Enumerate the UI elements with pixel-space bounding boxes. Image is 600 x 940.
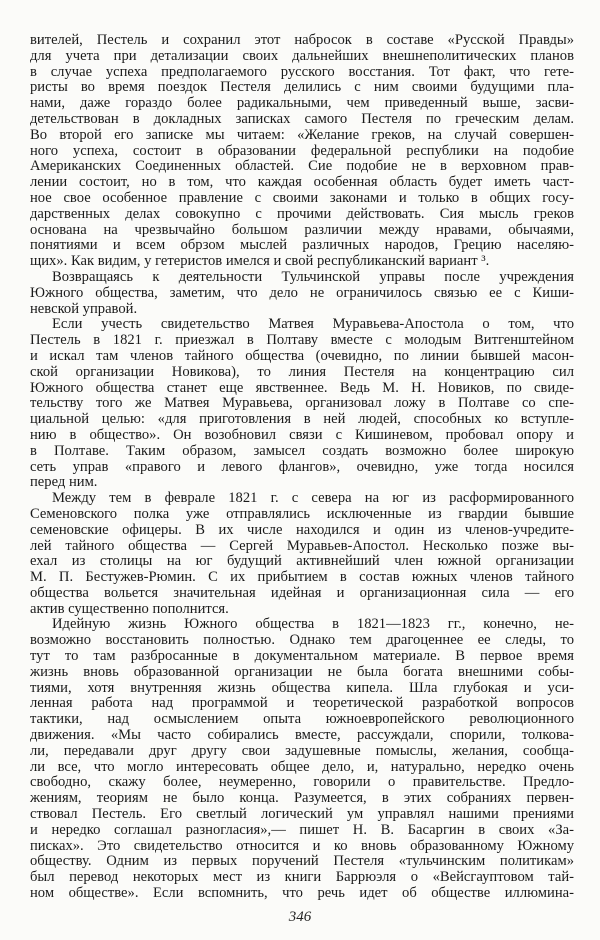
page-number: 346 — [288, 909, 312, 925]
text-line: возможно восстановить полностью. Однако тем драгоценнее ее следы, то — [30, 632, 574, 649]
text-line: свободно, скажу более, неумеренно, говорили о правительстве. Предло- — [30, 774, 574, 791]
text-line: нами, даже гораздо более радикальными, чем приведенный выше, засви- — [30, 95, 574, 112]
text-line: ехал из столицы на юг будущий активнейший член южной организации — [30, 553, 574, 570]
text-line: Семеновского полка уже отправлялись исключенные из гвардии бывшие — [30, 505, 574, 522]
text-line: Между тем в феврале 1821 г. с севера на юг из расформированного — [52, 490, 574, 507]
text-line: жениям, теориям не было конца. Разумеется, в этих собраниях первен- — [30, 790, 574, 807]
text-line: понятиями и всем обрзом мыслей различных народов, Грецию населяю- — [30, 237, 574, 254]
text-line: ли все, что могло интересовать общее дело, и, натурально, нередко очень — [30, 758, 574, 775]
text-line: писках». Это свидетельство относится и ко вновь образованному Южному — [30, 837, 574, 854]
text-line: обществу. Одним из первых поручений Пестеля «тульчинским политикам» — [30, 853, 574, 870]
text-line: ного успеха, состоит в образовании федеральной республики на подобие — [30, 142, 574, 159]
text-line: Южного общества, заметим, что дело не ограничилось связью ее с Киши- — [30, 284, 574, 301]
text-line: М. П. Бестужев-Рюмин. С их прибытием в состав южных членов тайного — [30, 569, 574, 586]
text-line: Идейную жизнь Южного общества в 1821—1823 гг., конечно, не- — [52, 616, 574, 633]
text-line: Если учесть свидетельство Матвея Муравьева-Апостола о том, что — [52, 316, 574, 333]
text-line: семеновские офицеры. В их числе находился и один из членов-учредите- — [30, 521, 574, 538]
text-line: ристы во время поездок Пестеля делились с ним своими будущими пла- — [30, 79, 574, 96]
text-line: лении состоит, но в том, что каждая особенная область будет иметь част- — [30, 174, 574, 191]
text-line: и нередко соглашал разногласия»,— пишет Н. В. Басаргин в своих «За- — [30, 821, 574, 838]
text-line: дарственных делах совокупно с прочими действовать. Сия мысль греков — [30, 205, 574, 222]
text-line: тельству того же Матвея Муравьева, организовал ложу в Полтаве со спе- — [30, 395, 574, 412]
text-line: Южного общества станет еще явственнее. Ведь М. Н. Новиков, по свиде- — [30, 379, 574, 396]
text-line: детельствован в докладных записках самого Пестеля по греческим делам. — [30, 110, 574, 127]
text-line: лей тайного общества — Сергей Муравьев-Апостол. Несколько позже вы- — [30, 537, 574, 554]
text-line: сеть управ «правого и левого флангов», очевидно, уже тогда носился — [30, 458, 574, 475]
text-line: Американских Соединенных областей. Сие подобие не в верховном прав- — [30, 158, 574, 175]
text-line: перед ним. — [30, 474, 98, 491]
text-line: общества вольется значительная идейная и организационная сила — его — [30, 584, 574, 601]
text-line: актив существенно пополнится. — [30, 600, 229, 617]
text-line: циальной целью: «для приготовления в ней людей, способных ко вступле- — [30, 411, 574, 428]
text-line: движения. «Мы часто собирались вместе, рассуждали, спорили, толкова- — [30, 727, 574, 744]
text-line: Пестель в 1821 г. приезжал в Полтаву вместе с молодым Витгенштейном — [30, 332, 574, 349]
text-line: вителей, Пестель и сохранил этот набросок в составе «Русской Правды» — [30, 32, 574, 48]
text-line: для учета при детализации своих дальнейших внешнеполитических планов — [30, 47, 574, 64]
text-line: жизнь вновь образованной организации не была богата внешними собы- — [30, 663, 574, 680]
text-line: ствовал Пестель. Его светлый логический ум управлял нашими прениями — [30, 806, 574, 823]
text-line: ленная работа над программой и теоретической разработкой вопросов — [30, 695, 574, 712]
text-line: тактики, над осмыслением опыта южноевропейского революционного — [30, 711, 574, 728]
text-line: тиями, хотя внутренняя жизнь общества кипела. Шла глубокая и уси- — [30, 679, 574, 696]
text-line: и искал там членов тайного общества (очевидно, по линии бывшей масон- — [30, 347, 574, 364]
text-line: в случае успеха предполагаемого русского восстания. Тот факт, что гете- — [30, 63, 574, 80]
text-line: щих». Как видим, у гетеристов имелся и свой республиканский вариант ³. — [30, 253, 490, 270]
text-line: ли, передавали друг другу свои задушевные помыслы, желания, сообща- — [30, 742, 574, 759]
text-line: нию в общество». Он возобновил связи с Кишиневом, пробовал опору и — [30, 426, 574, 443]
page-body-text — [30, 33, 574, 902]
text-line: ное свое особенное правление с своими законами и только в общих госу- — [30, 189, 574, 206]
text-line: Во второй его записке мы читаем: «Желание греков, на случай совершен- — [30, 126, 574, 143]
text-line: ской организации Новикова), то линия Пестеля на концентрацию сил — [30, 363, 574, 380]
text-line: тут то там разбросанные в документальном материале. В первое время — [30, 648, 574, 665]
text-line: невской управой. — [30, 300, 138, 317]
text-line: в Полтаве. Таким образом, замысел создать возможно более широкую — [30, 442, 574, 459]
text-line: основана на чрезвычайно большом различии между нравами, обычаями, — [30, 221, 574, 238]
text-line: ном обществе». Если вспомнить, что речь идет об обществе иллюмина- — [30, 885, 574, 902]
text-line: Возвращаясь к деятельности Тульчинской управы после учреждения — [52, 268, 574, 285]
text-line: был перевод некоторых мест из книги Баррюэля о «Вейсгауптовом тай- — [30, 869, 574, 886]
